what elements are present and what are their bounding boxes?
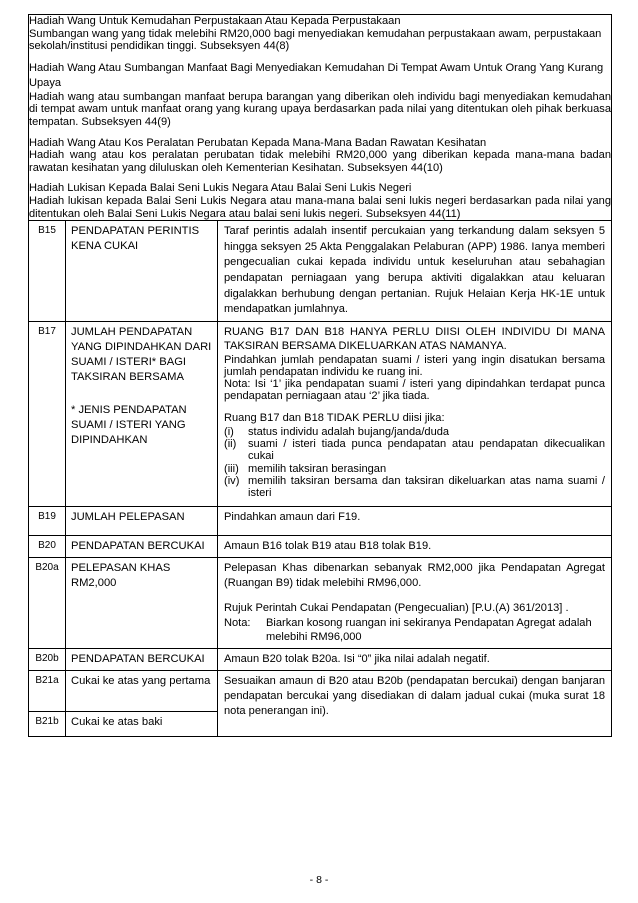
section-title: Hadiah Lukisan Kepada Balai Seni Lukis Negara Atau Balai Seni Lukis Negeri [29, 182, 412, 195]
page-number: - 8 - [309, 874, 329, 886]
section-title: Hadiah Wang Atau Sumbangan Manfaat Bagi Menyediakan Kemudahan Di Tempat Awam Untuk Orang Yang Kurang Upaya [29, 61, 604, 89]
note-text: Biarkan kosong ruangan ini sekiranya Pendapatan Agregat adalah melebihi RM96,000 [266, 616, 592, 644]
row-code: B19 [29, 507, 66, 536]
table-row-b21a [29, 671, 612, 712]
desc-note [224, 616, 605, 646]
row-item: PENDAPATAN PERINTIS KENA CUKAI [66, 221, 218, 322]
row-code: B21b [29, 712, 66, 737]
desc-heading: RUANG B17 DAN B18 HANYA PERLU DIISI OLEH INDIVIDU DI MANA TAKSIRAN BERSAMA DIKELUARKAN ATAS NAMANYA. [224, 325, 605, 353]
row-item: PENDAPATAN BERCUKAI [66, 649, 218, 671]
table-row-b20 [29, 536, 612, 558]
desc-reference: Rujuk Perintah Cukai Pendapatan (Pengecualian) [P.U.(A) 361/2013] . [224, 601, 569, 614]
row-description: Sesuaikan amaun di B20 atau B20b (pendapatan bercukai) dengan banjaran pendapatan bercukai yang disediakan di dalam jadual cukai (muka surat 18 nota penerangan ini). [218, 671, 612, 737]
list-number: (ii) [224, 438, 237, 451]
row-description: Amaun B20 tolak B20a. Isi “0” jika nilai adalah negatif. [218, 649, 612, 671]
row-code: B20 [29, 536, 66, 558]
section-body: Hadiah lukisan kepada Balai Seni Lukis Negara atau mana-mana balai seni lukis negeri berdasarkan pada nilai yang ditentukan oleh Balai Seni Lukis Negara atau balai seni lukis negeri. Subseksyen 44(11) [29, 194, 611, 220]
intro-section-disabled [29, 61, 611, 129]
list-text: status individu adalah bujang/janda/duda [248, 425, 450, 438]
table-row-b20a [29, 558, 612, 649]
desc-body: Pelepasan Khas dibenarkan sebanyak RM2,000 jika Pendapatan Agregat (Ruangan B9) tidak melebihi RM96,000. [224, 562, 605, 589]
section-body: Sumbangan wang yang tidak melebihi RM20,000 bagi menyediakan kemudahan perpustakaan awam, perpustakaan sekolah/institusi pendidikan tinggi. Subseksyen 44(8) [29, 27, 602, 53]
list-number: (i) [224, 425, 234, 438]
item-note: * JENIS PENDAPATAN SUAMI / ISTERI YANG DIPINDAHKAN [71, 403, 187, 446]
section-body: Hadiah wang atau kos peralatan perubatan tidak melebihi RM20,000 yang diberikan kepada mana-mana badan rawatan kesihatan yang diluluskan oleh Kementerian Kesihatan. Subseksyen 44(10) [29, 149, 611, 174]
list-number: (iv) [224, 474, 240, 487]
row-code: B20a [29, 558, 66, 649]
section-title: Hadiah Wang Untuk Kemudahan Perpustakaan Atau Kepada Perpustakaan [29, 15, 401, 27]
list-number: (iii) [224, 462, 239, 475]
desc-note: Nota: Isi ‘1’ jika pendapatan suami / isteri yang dipindahkan terdapat punca pendapatan perniagaan atau ‘2’ jika tiada. [224, 378, 605, 403]
row-description: Taraf perintis adalah insentif percukaian yang terkandung dalam seksyen 5 hingga seksyen 25 Akta Penggalakan Pelaburan (APP) 1986. Ianya memberi pengecualian cukai kepada individu untuk keseluruhan atau sebahagian pendapatan perniagaan yang berupa aktiviti digalakkan atau keluaran digalakkan berhubung dengan pertanian. Rujuk Helaian Kerja HK-1E untuk mendapatkan jumlahnya. [218, 221, 612, 322]
row-item: Cukai ke atas baki [66, 712, 218, 737]
table-row-b19 [29, 507, 612, 536]
row-code: B15 [29, 221, 66, 322]
row-item: Cukai ke atas yang pertama [66, 671, 218, 712]
row-code: B17 [29, 321, 66, 506]
row-description: Pindahkan amaun dari F19. [218, 507, 612, 536]
row-code: B20b [29, 649, 66, 671]
list-item [224, 475, 605, 499]
condition-list [224, 426, 605, 499]
table-row-b17 [29, 321, 612, 506]
row-item: JUMLAH PELEPASAN [66, 507, 218, 536]
section-body: Hadiah wang atau sumbangan manfaat berupa barangan yang diberikan oleh individu bagi menyediakan kemudahan di tempat awam untuk manfaat orang yang kurang upaya berdasarkan pada nilai yang ditentukan oleh pihak berkuasa tempatan. Subseksyen 44(9) [29, 90, 611, 128]
row-item: PELEPASAN KHAS RM2,000 [66, 558, 218, 649]
list-text: memilih taksiran berasingan [248, 462, 387, 475]
row-description: Amaun B16 tolak B19 atau B18 tolak B19. [218, 536, 612, 558]
list-item [224, 426, 605, 438]
intro-row [29, 15, 612, 221]
row-description [218, 321, 612, 506]
intro-cell [29, 15, 612, 221]
intro-section-art [29, 182, 611, 220]
intro-section-medical [29, 137, 611, 175]
row-description [218, 558, 612, 649]
notes-table [28, 14, 612, 737]
row-item: PENDAPATAN BERCUKAI [66, 536, 218, 558]
table-row-b15 [29, 221, 612, 322]
note-label: Nota: [224, 616, 251, 629]
row-code: B21a [29, 671, 66, 712]
row-item [66, 321, 218, 506]
list-item [224, 438, 605, 462]
desc-body: Pindahkan jumlah pendapatan suami / isteri yang ingin disatukan bersama jumlah pendapatan individu ke ruang ini. [224, 353, 605, 379]
intro-section-library [29, 15, 611, 53]
list-text: memilih taksiran bersama dan taksiran dikeluarkan atas nama suami / isteri [248, 474, 605, 499]
desc-condition: Ruang B17 dan B18 TIDAK PERLU diisi jika: [224, 411, 445, 424]
table-row-b20b [29, 649, 612, 671]
list-item [224, 463, 605, 475]
list-text: suami / isteri tiada punca pendapatan atau pendapatan dikecualikan cukai [248, 438, 605, 463]
item-label: JUMLAH PENDAPATAN YANG DIPINDAHKAN DARI SUAMI / ISTERI* BAGI TAKSIRAN BERSAMA [71, 325, 212, 383]
section-title: Hadiah Wang Atau Kos Peralatan Perubatan Kepada Mana-Mana Badan Rawatan Kesihatan [29, 136, 487, 149]
